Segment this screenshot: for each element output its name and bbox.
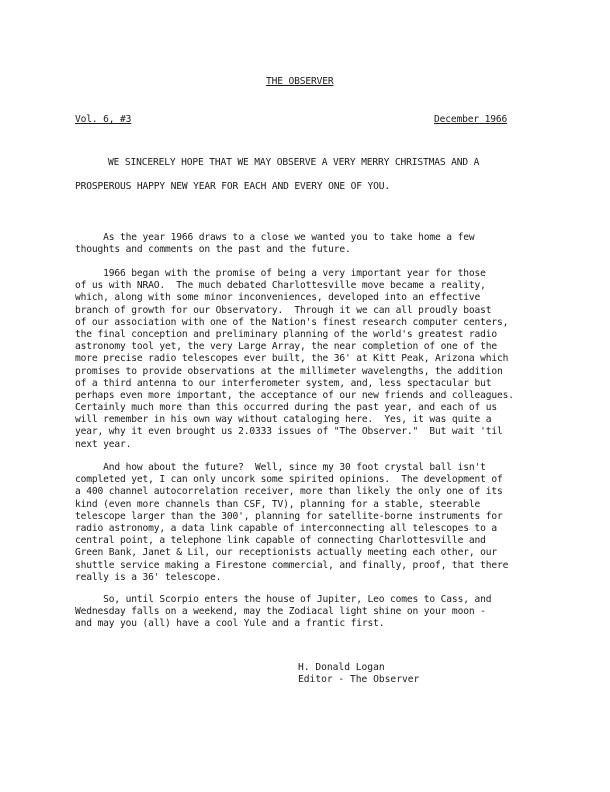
paragraph-intro [75,232,540,256]
issue-date: December 1966 [434,114,508,125]
paragraph-1966 [75,268,540,451]
paragraph-line: a 400 channel autocorrelation receiver, more than likely the only one of its [75,486,503,498]
paragraph-line: Green Bank, Janet & Lil, our receptionists actually meeting each other, our [75,547,497,559]
newsletter-title: THE OBSERVER [266,76,334,87]
paragraph-line: As the year 1966 draws to a close we wanted you to take home a few [75,232,475,243]
paragraph-line: telescope larger than the 300', planning for satellite-borne instruments for [75,510,503,522]
paragraph-line: of a third antenna to our interferometer system, and, less spectacular but [75,377,492,389]
signature-block [298,662,419,687]
paragraph-closing [75,594,540,631]
paragraph-line: year, why it even brought us 2.0333 issues of "The Observer." But wait 'til [75,426,503,438]
paragraph-line: next year. [75,438,132,450]
paragraph-line: of our association with one of the Nation's finest research computer centers, [75,316,509,328]
paragraph-line: the final conception and preliminary planning of the world's greatest radio [75,328,497,340]
paragraph-line: of us with NRAO. The much debated Charlottesville move became a reality, [75,280,486,292]
paragraph-line: branch of growth for our Observatory. Through it we can all proudly boast [75,304,492,316]
paragraph-line: really is a 36' telescope. [75,571,222,583]
paragraph-line: Certainly much more than this occurred during the past year, and each of us [75,402,497,414]
paragraph-line: completed yet, I can only uncork some spirited opinions. The development of [75,474,503,486]
paragraph-line: and may you (all) have a cool Yule and a frantic first. [75,618,385,630]
paragraph-line: And how about the future? Well, since my 30 foot crystal ball isn't [75,462,486,473]
paragraph-future [75,462,540,584]
paragraph-line: central point, a telephone link capable of connecting Charlottesville and [75,535,486,547]
paragraph-line: So, until Scorpio enters the house of Jupiter, Leo comes to Cass, and [75,594,492,605]
signature-role: Editor - The Observer [298,674,420,686]
paragraph-line: which, along with some minor inconveniences, developed into an effective [75,292,481,304]
greeting-line-1: WE SINCERELY HOPE THAT WE MAY OBSERVE A VERY MERRY CHRISTMAS AND A [108,157,480,168]
paragraph-line: astronomy tool yet, the very Large Array, the near completion of one of the [75,341,497,353]
paragraph-line: shuttle service making a Firestone commercial, and finally, proof, that there [75,559,509,571]
paragraph-line: kind (even more channels than CSF, TV), planning for a stable, steerable [75,498,481,510]
volume-number: Vol. 6, #3 [75,114,132,125]
paragraph-line: 1966 began with the promise of being a very important year for those [75,268,486,279]
greeting-line-2: PROSPEROUS HAPPY NEW YEAR FOR EACH AND EVERY ONE OF YOU. [75,181,391,192]
paragraph-line: perhaps even more important, the acceptance of our new friends and colleagues. [75,389,514,401]
paragraph-line: more precise radio telescopes ever built, the 36' at Kitt Peak, Arizona which [75,353,509,365]
signature-name: H. Donald Logan [298,662,385,673]
paragraph-line: promises to provide observations at the millimeter wavelengths, the addition [75,365,503,377]
paragraph-line: will remember in his own way without cataloging here. Yes, it was quite a [75,414,492,426]
paragraph-line: Wednesday falls on a weekend, may the Zodiacal light shine on your moon - [75,606,486,618]
paragraph-line: radio astronomy, a data link capable of interconnecting all telescopes to a [75,522,497,534]
paragraph-line: thoughts and comments on the past and the future. [75,244,351,256]
